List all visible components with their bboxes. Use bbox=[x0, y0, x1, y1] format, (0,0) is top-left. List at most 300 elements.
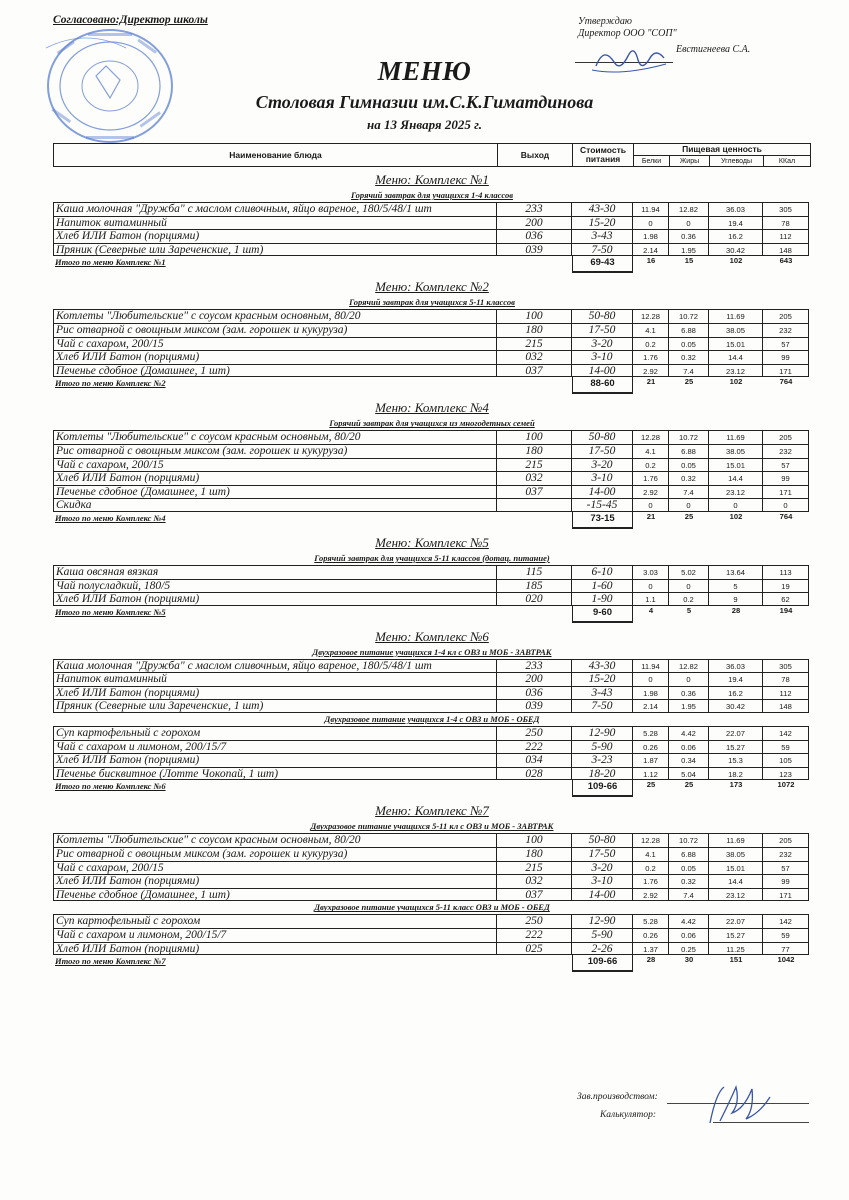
complex-total-row bbox=[53, 256, 811, 271]
dish-output bbox=[497, 498, 572, 512]
dish-carbs: 14.4 bbox=[709, 350, 763, 364]
table-row bbox=[53, 323, 811, 337]
approve-label: Утверждаю bbox=[578, 16, 632, 27]
dish-proteins: 4.1 bbox=[633, 444, 669, 458]
dish-proteins: 1.37 bbox=[633, 942, 669, 956]
dish-kcal: 232 bbox=[763, 323, 809, 337]
production-head-signature bbox=[700, 1083, 790, 1128]
dish-output: 036 bbox=[497, 229, 572, 243]
section-subtitle: Горячий завтрак для учащихся 1-4 классов bbox=[350, 190, 514, 200]
table-row bbox=[53, 565, 811, 579]
dish-name: Чай с сахаром и лимоном, 200/15/7 bbox=[53, 928, 497, 942]
dish-fats: 0.32 bbox=[669, 350, 709, 364]
table-row bbox=[53, 861, 811, 875]
table-row bbox=[53, 350, 811, 364]
dish-proteins: 0.26 bbox=[633, 928, 669, 942]
complex-total-row bbox=[53, 955, 811, 970]
dish-kcal: 123 bbox=[763, 767, 809, 781]
dish-proteins: 5.28 bbox=[633, 914, 669, 928]
dish-name: Рис отварной с овощным миксом (зам. горошек и кукуруза) bbox=[53, 847, 497, 861]
dish-carbs: 19.4 bbox=[709, 216, 763, 230]
dish-name: Напиток витаминный bbox=[53, 216, 497, 230]
dish-kcal: 77 bbox=[763, 942, 809, 956]
total-kcal: 643 bbox=[779, 256, 793, 266]
canteen-name: Столовая Гимназии им.С.К.Гиматдинова bbox=[255, 92, 594, 112]
dish-kcal: 305 bbox=[763, 659, 809, 673]
table-row bbox=[53, 579, 811, 593]
dish-output: 028 bbox=[497, 767, 572, 781]
director-name: Евстигнеева С.А. bbox=[676, 44, 751, 55]
calculator-label: Калькулятор: bbox=[600, 1110, 657, 1120]
dish-name: Хлеб ИЛИ Батон (порциями) bbox=[53, 874, 497, 888]
dish-kcal: 105 bbox=[763, 753, 809, 767]
total-label: Итого по меню Комплекс №5 bbox=[55, 606, 166, 617]
menu-title: МЕНЮ bbox=[377, 56, 472, 86]
complex-title: Меню: Комплекс №6 bbox=[375, 628, 489, 644]
total-proteins: 4 bbox=[648, 605, 654, 615]
dish-cost: 17-50 bbox=[572, 444, 633, 458]
table-row bbox=[53, 430, 811, 444]
table-row bbox=[53, 914, 811, 928]
dish-output: 215 bbox=[497, 458, 572, 472]
dish-fats: 0.05 bbox=[669, 337, 709, 351]
total-kcal: 1042 bbox=[777, 955, 795, 965]
dish-name: Каша овсяная вязкая bbox=[53, 565, 497, 579]
dish-carbs: 36.03 bbox=[709, 202, 763, 216]
dish-fats: 0.34 bbox=[669, 753, 709, 767]
dish-proteins: 1.1 bbox=[633, 592, 669, 606]
dish-fats: 1.95 bbox=[669, 699, 709, 713]
dish-fats: 7.4 bbox=[669, 485, 709, 499]
dish-fats: 1.95 bbox=[669, 243, 709, 257]
dish-kcal: 305 bbox=[763, 202, 809, 216]
dish-fats: 0 bbox=[669, 579, 709, 593]
total-cost: 109-66 bbox=[572, 780, 633, 797]
dish-proteins: 11.94 bbox=[633, 659, 669, 673]
dish-output: 180 bbox=[497, 847, 572, 861]
approval-block bbox=[578, 16, 677, 40]
dish-cost: 43-30 bbox=[572, 659, 633, 673]
dish-proteins: 3.03 bbox=[633, 565, 669, 579]
dish-output: 032 bbox=[497, 350, 572, 364]
dish-carbs: 30.42 bbox=[709, 699, 763, 713]
col-cost: Стоимость питания bbox=[573, 144, 634, 166]
dish-proteins: 1.76 bbox=[633, 874, 669, 888]
total-proteins: 16 bbox=[646, 256, 656, 266]
total-fats: 30 bbox=[684, 955, 694, 965]
total-proteins: 28 bbox=[646, 955, 656, 965]
section-subtitle: Горячий завтрак для учащихся 5-11 классов bbox=[349, 297, 515, 308]
dish-output: 032 bbox=[497, 874, 572, 888]
dish-name: Хлеб ИЛИ Батон (порциями) bbox=[53, 686, 497, 700]
table-row bbox=[53, 471, 811, 485]
dish-carbs: 30.42 bbox=[709, 243, 763, 257]
dish-fats: 0.06 bbox=[669, 740, 709, 754]
dish-carbs: 15.3 bbox=[709, 753, 763, 767]
table-row bbox=[53, 243, 811, 257]
dish-kcal: 57 bbox=[763, 337, 809, 351]
dish-kcal: 59 bbox=[763, 740, 809, 754]
dish-kcal: 78 bbox=[763, 672, 809, 686]
dish-cost: 15-20 bbox=[572, 672, 633, 686]
dish-cost: 3-20 bbox=[572, 458, 633, 472]
dish-name: Чай с сахаром, 200/15 bbox=[53, 458, 497, 472]
dish-cost: 3-10 bbox=[572, 350, 633, 364]
dish-output: 180 bbox=[497, 323, 572, 337]
dish-carbs: 14.4 bbox=[709, 471, 763, 485]
dish-proteins: 0 bbox=[633, 216, 669, 230]
complex-total-row bbox=[53, 512, 811, 527]
dish-output: 032 bbox=[497, 471, 572, 485]
dish-kcal: 99 bbox=[763, 874, 809, 888]
total-fats: 5 bbox=[686, 605, 692, 615]
table-row bbox=[53, 659, 811, 673]
dish-kcal: 148 bbox=[763, 699, 809, 713]
total-cost: 109-66 bbox=[572, 955, 633, 972]
complex-total-row bbox=[53, 377, 811, 392]
dish-fats: 0.05 bbox=[669, 458, 709, 472]
dish-fats: 0.25 bbox=[669, 942, 709, 956]
dish-fats: 10.72 bbox=[669, 833, 709, 847]
complex-block bbox=[53, 626, 811, 801]
section-subtitle: Горячий завтрак для учащихся из многодетных семей bbox=[329, 418, 535, 429]
dish-name: Печенье бисквитное (Лотте Чокопай, 1 шт) bbox=[53, 767, 497, 781]
dish-carbs: 38.05 bbox=[709, 323, 763, 337]
table-row bbox=[53, 767, 811, 781]
complex-block bbox=[53, 397, 811, 532]
dish-carbs: 15.01 bbox=[709, 861, 763, 875]
col-proteins: Белки bbox=[634, 156, 670, 166]
dish-carbs: 15.27 bbox=[709, 928, 763, 942]
dish-output: 100 bbox=[497, 309, 572, 323]
total-label: Итого по меню Комплекс №2 bbox=[55, 378, 166, 389]
dish-fats: 5.04 bbox=[669, 767, 709, 781]
dish-kcal: 171 bbox=[763, 364, 809, 378]
dish-proteins: 12.28 bbox=[633, 833, 669, 847]
dish-proteins: 1.76 bbox=[633, 350, 669, 364]
dish-output: 039 bbox=[497, 243, 572, 257]
dish-name: Хлеб ИЛИ Батон (порциями) bbox=[53, 471, 497, 485]
dish-cost: 5-90 bbox=[572, 928, 633, 942]
dish-proteins: 0 bbox=[633, 579, 669, 593]
dish-fats: 7.4 bbox=[669, 888, 709, 902]
table-row bbox=[53, 686, 811, 700]
dish-cost: 6-10 bbox=[572, 565, 633, 579]
dish-carbs: 16.2 bbox=[709, 229, 763, 243]
dish-cost: 7-50 bbox=[572, 243, 633, 257]
dish-proteins: 5.28 bbox=[633, 726, 669, 740]
dish-name: Чай с сахаром, 200/15 bbox=[53, 861, 497, 875]
dish-fats: 0.36 bbox=[669, 229, 709, 243]
total-label: Итого по меню Комплекс №7 bbox=[55, 956, 166, 967]
dish-fats: 0.2 bbox=[669, 592, 709, 606]
dish-output: 250 bbox=[497, 726, 572, 740]
total-proteins: 21 bbox=[646, 511, 656, 521]
dish-cost: 1-60 bbox=[572, 579, 633, 593]
section-subtitle: Двухразовое питание учащихся 1-4 кл с ОВЗ и МОБ - ЗАВТРАК bbox=[312, 646, 552, 657]
table-row bbox=[53, 833, 811, 847]
col-nutrition: Пищевая ценность bbox=[634, 144, 810, 156]
dish-kcal: 62 bbox=[763, 592, 809, 606]
dish-output: 215 bbox=[497, 337, 572, 351]
complex-title: Меню: Комплекс №7 bbox=[375, 803, 489, 819]
dish-fats: 7.4 bbox=[669, 364, 709, 378]
complex-block bbox=[53, 532, 811, 626]
dish-proteins: 0.2 bbox=[633, 337, 669, 351]
dish-cost: 17-50 bbox=[572, 847, 633, 861]
dish-kcal: 232 bbox=[763, 847, 809, 861]
dish-fats: 0.32 bbox=[669, 471, 709, 485]
dish-name: Пряник (Северные или Зареченские, 1 шт) bbox=[53, 699, 497, 713]
table-row bbox=[53, 444, 811, 458]
dish-name: Чай с сахаром и лимоном, 200/15/7 bbox=[53, 740, 497, 754]
dish-kcal: 19 bbox=[763, 579, 809, 593]
dish-proteins: 0.26 bbox=[633, 740, 669, 754]
total-fats: 25 bbox=[684, 780, 694, 790]
dish-name: Каша молочная "Дружба" с маслом сливочным, яйцо вареное, 180/5/48/1 шт bbox=[53, 202, 497, 216]
total-kcal: 1072 bbox=[777, 780, 795, 790]
dish-carbs: 36.03 bbox=[709, 659, 763, 673]
dish-kcal: 171 bbox=[763, 485, 809, 499]
dish-output: 222 bbox=[497, 740, 572, 754]
dish-output: 034 bbox=[497, 753, 572, 767]
dish-proteins: 11.94 bbox=[633, 202, 669, 216]
col-output: Выход bbox=[498, 144, 573, 166]
total-carbs: 102 bbox=[729, 256, 743, 266]
dish-output: 037 bbox=[497, 364, 572, 378]
table-row bbox=[53, 592, 811, 606]
dish-proteins: 2.92 bbox=[633, 364, 669, 378]
dish-kcal: 205 bbox=[763, 430, 809, 444]
dish-carbs: 15.01 bbox=[709, 337, 763, 351]
dish-kcal: 142 bbox=[763, 726, 809, 740]
dish-carbs: 23.12 bbox=[709, 485, 763, 499]
dish-cost: 3-43 bbox=[572, 229, 633, 243]
dish-output: 025 bbox=[497, 942, 572, 956]
dish-proteins: 1.87 bbox=[633, 753, 669, 767]
dish-name: Чай полусладкий, 180/5 bbox=[53, 579, 497, 593]
calculator-signature-line bbox=[713, 1122, 809, 1123]
dish-output: 115 bbox=[497, 565, 572, 579]
dish-carbs: 13.64 bbox=[709, 565, 763, 579]
table-row bbox=[53, 753, 811, 767]
dish-name: Скидка bbox=[53, 498, 497, 512]
dish-proteins: 1.76 bbox=[633, 471, 669, 485]
total-carbs: 173 bbox=[729, 780, 743, 790]
dish-kcal: 148 bbox=[763, 243, 809, 257]
total-fats: 25 bbox=[684, 511, 694, 521]
dish-cost: 3-20 bbox=[572, 861, 633, 875]
total-cost: 9-60 bbox=[572, 606, 633, 623]
dish-output: 020 bbox=[497, 592, 572, 606]
menu-date: на 13 Января 2025 г. bbox=[366, 117, 482, 132]
dish-carbs: 11.69 bbox=[709, 430, 763, 444]
table-header bbox=[53, 143, 811, 167]
menu-body bbox=[53, 169, 811, 975]
total-kcal: 764 bbox=[779, 511, 793, 521]
table-row bbox=[53, 726, 811, 740]
dish-name: Печенье сдобное (Домашнее, 1 шт) bbox=[53, 888, 497, 902]
dish-proteins: 1.12 bbox=[633, 767, 669, 781]
dish-cost: 12-90 bbox=[572, 726, 633, 740]
dish-name: Хлеб ИЛИ Батон (порциями) bbox=[53, 753, 497, 767]
dish-carbs: 38.05 bbox=[709, 847, 763, 861]
dish-carbs: 22.07 bbox=[709, 914, 763, 928]
dish-fats: 0.05 bbox=[669, 861, 709, 875]
dish-output: 222 bbox=[497, 928, 572, 942]
production-head-label: Зав.производством: bbox=[577, 1092, 658, 1102]
complex-block bbox=[53, 800, 811, 975]
dish-carbs: 15.27 bbox=[709, 740, 763, 754]
dish-carbs: 16.2 bbox=[709, 686, 763, 700]
dish-carbs: 23.12 bbox=[709, 888, 763, 902]
dish-kcal: 205 bbox=[763, 309, 809, 323]
complex-title: Меню: Комплекс №2 bbox=[375, 279, 489, 295]
section-subtitle: Двухразовое питание учащихся 5-11 кл с ОВЗ и МОБ - ЗАВТРАК bbox=[310, 821, 554, 832]
table-row bbox=[53, 699, 811, 713]
dish-fats: 4.42 bbox=[669, 914, 709, 928]
dish-cost: 14-00 bbox=[572, 485, 633, 499]
dish-cost: 12-90 bbox=[572, 914, 633, 928]
dish-kcal: 78 bbox=[763, 216, 809, 230]
dish-output: 037 bbox=[497, 888, 572, 902]
dish-fats: 4.42 bbox=[669, 726, 709, 740]
dish-name: Печенье сдобное (Домашнее, 1 шт) bbox=[53, 485, 497, 499]
table-row bbox=[53, 309, 811, 323]
dish-fats: 6.88 bbox=[669, 847, 709, 861]
dish-fats: 0 bbox=[669, 672, 709, 686]
dish-proteins: 2.14 bbox=[633, 699, 669, 713]
dish-kcal: 99 bbox=[763, 350, 809, 364]
dish-proteins: 4.1 bbox=[633, 847, 669, 861]
dish-fats: 6.88 bbox=[669, 444, 709, 458]
total-carbs: 102 bbox=[729, 511, 743, 521]
table-row bbox=[53, 202, 811, 216]
total-carbs: 151 bbox=[729, 955, 743, 965]
dish-output: 100 bbox=[497, 833, 572, 847]
dish-name: Котлеты "Любительские" с соусом красным основным, 80/20 bbox=[53, 833, 497, 847]
dish-carbs: 18.2 bbox=[709, 767, 763, 781]
dish-proteins: 2.92 bbox=[633, 485, 669, 499]
dish-kcal: 59 bbox=[763, 928, 809, 942]
dish-carbs: 38.05 bbox=[709, 444, 763, 458]
dish-name: Напиток витаминный bbox=[53, 672, 497, 686]
table-row bbox=[53, 740, 811, 754]
dish-cost: 3-10 bbox=[572, 874, 633, 888]
dish-carbs: 11.69 bbox=[709, 833, 763, 847]
dish-carbs: 14.4 bbox=[709, 874, 763, 888]
director-label: Директор ООО "СОП" bbox=[578, 28, 677, 39]
dish-cost: 3-23 bbox=[572, 753, 633, 767]
table-row bbox=[53, 485, 811, 499]
table-row bbox=[53, 942, 811, 956]
dish-name: Каша молочная "Дружба" с маслом сливочным, яйцо вареное, 180/5/48/1 шт bbox=[53, 659, 497, 673]
dish-carbs: 19.4 bbox=[709, 672, 763, 686]
dish-proteins: 1.98 bbox=[633, 229, 669, 243]
dish-proteins: 0 bbox=[633, 498, 669, 512]
dish-cost: 50-80 bbox=[572, 833, 633, 847]
dish-name: Хлеб ИЛИ Батон (порциями) bbox=[53, 942, 497, 956]
dish-carbs: 0 bbox=[709, 498, 763, 512]
dish-kcal: 0 bbox=[763, 498, 809, 512]
col-dish-name: Наименование блюда bbox=[54, 144, 498, 166]
table-row bbox=[53, 364, 811, 378]
dish-kcal: 205 bbox=[763, 833, 809, 847]
col-fats: Жиры bbox=[670, 156, 710, 166]
complex-title: Меню: Комплекс №4 bbox=[375, 400, 489, 416]
dish-kcal: 171 bbox=[763, 888, 809, 902]
total-kcal: 764 bbox=[779, 377, 793, 387]
dish-output: 180 bbox=[497, 444, 572, 458]
dish-cost: 2-26 bbox=[572, 942, 633, 956]
total-label: Итого по меню Комплекс №4 bbox=[55, 512, 166, 523]
dish-fats: 0.36 bbox=[669, 686, 709, 700]
dish-carbs: 9 bbox=[709, 592, 763, 606]
dish-output: 100 bbox=[497, 430, 572, 444]
dish-name: Чай с сахаром, 200/15 bbox=[53, 337, 497, 351]
dish-carbs: 5 bbox=[709, 579, 763, 593]
dish-proteins: 2.92 bbox=[633, 888, 669, 902]
dish-output: 185 bbox=[497, 579, 572, 593]
dish-name: Печенье сдобное (Домашнее, 1 шт) bbox=[53, 364, 497, 378]
dish-proteins: 12.28 bbox=[633, 430, 669, 444]
dish-output: 215 bbox=[497, 861, 572, 875]
dish-output: 036 bbox=[497, 686, 572, 700]
table-row bbox=[53, 888, 811, 902]
dish-kcal: 57 bbox=[763, 458, 809, 472]
total-proteins: 21 bbox=[646, 377, 656, 387]
dish-kcal: 142 bbox=[763, 914, 809, 928]
dish-kcal: 112 bbox=[763, 229, 809, 243]
section-subtitle: Двухразовое питание учащихся 5-11 класс ОВЗ и МОБ - ОБЕД bbox=[314, 902, 550, 913]
total-carbs: 102 bbox=[729, 377, 743, 387]
complex-title: Меню: Комплекс №1 bbox=[375, 172, 489, 187]
dish-fats: 10.72 bbox=[669, 309, 709, 323]
table-row bbox=[53, 672, 811, 686]
dish-fats: 10.72 bbox=[669, 430, 709, 444]
dish-fats: 0 bbox=[669, 498, 709, 512]
dish-cost: -15-45 bbox=[572, 498, 633, 512]
table-row bbox=[53, 498, 811, 512]
complex-total-row bbox=[53, 606, 811, 621]
dish-kcal: 57 bbox=[763, 861, 809, 875]
dish-cost: 15-20 bbox=[572, 216, 633, 230]
complex-total-row bbox=[53, 780, 811, 795]
production-head-signature-line bbox=[667, 1103, 809, 1104]
total-label: Итого по меню Комплекс №1 bbox=[55, 257, 166, 268]
dish-output: 233 bbox=[497, 659, 572, 673]
dish-name: Пряник (Северные или Зареченские, 1 шт) bbox=[53, 243, 497, 257]
dish-name: Рис отварной с овощным миксом (зам. горошек и кукуруза) bbox=[53, 323, 497, 337]
dish-kcal: 112 bbox=[763, 686, 809, 700]
dish-carbs: 11.25 bbox=[709, 942, 763, 956]
dish-kcal: 113 bbox=[763, 565, 809, 579]
dish-cost: 17-50 bbox=[572, 323, 633, 337]
dish-output: 250 bbox=[497, 914, 572, 928]
dish-fats: 0.06 bbox=[669, 928, 709, 942]
dish-fats: 12.82 bbox=[669, 202, 709, 216]
dish-name: Хлеб ИЛИ Батон (порциями) bbox=[53, 592, 497, 606]
total-kcal: 194 bbox=[779, 605, 793, 615]
dish-name: Суп картофельный с горохом bbox=[53, 914, 497, 928]
table-row bbox=[53, 928, 811, 942]
dish-proteins: 4.1 bbox=[633, 323, 669, 337]
dish-carbs: 22.07 bbox=[709, 726, 763, 740]
dish-cost: 3-20 bbox=[572, 337, 633, 351]
dish-output: 039 bbox=[497, 699, 572, 713]
dish-cost: 3-10 bbox=[572, 471, 633, 485]
dish-name: Рис отварной с овощным миксом (зам. горошек и кукуруза) bbox=[53, 444, 497, 458]
